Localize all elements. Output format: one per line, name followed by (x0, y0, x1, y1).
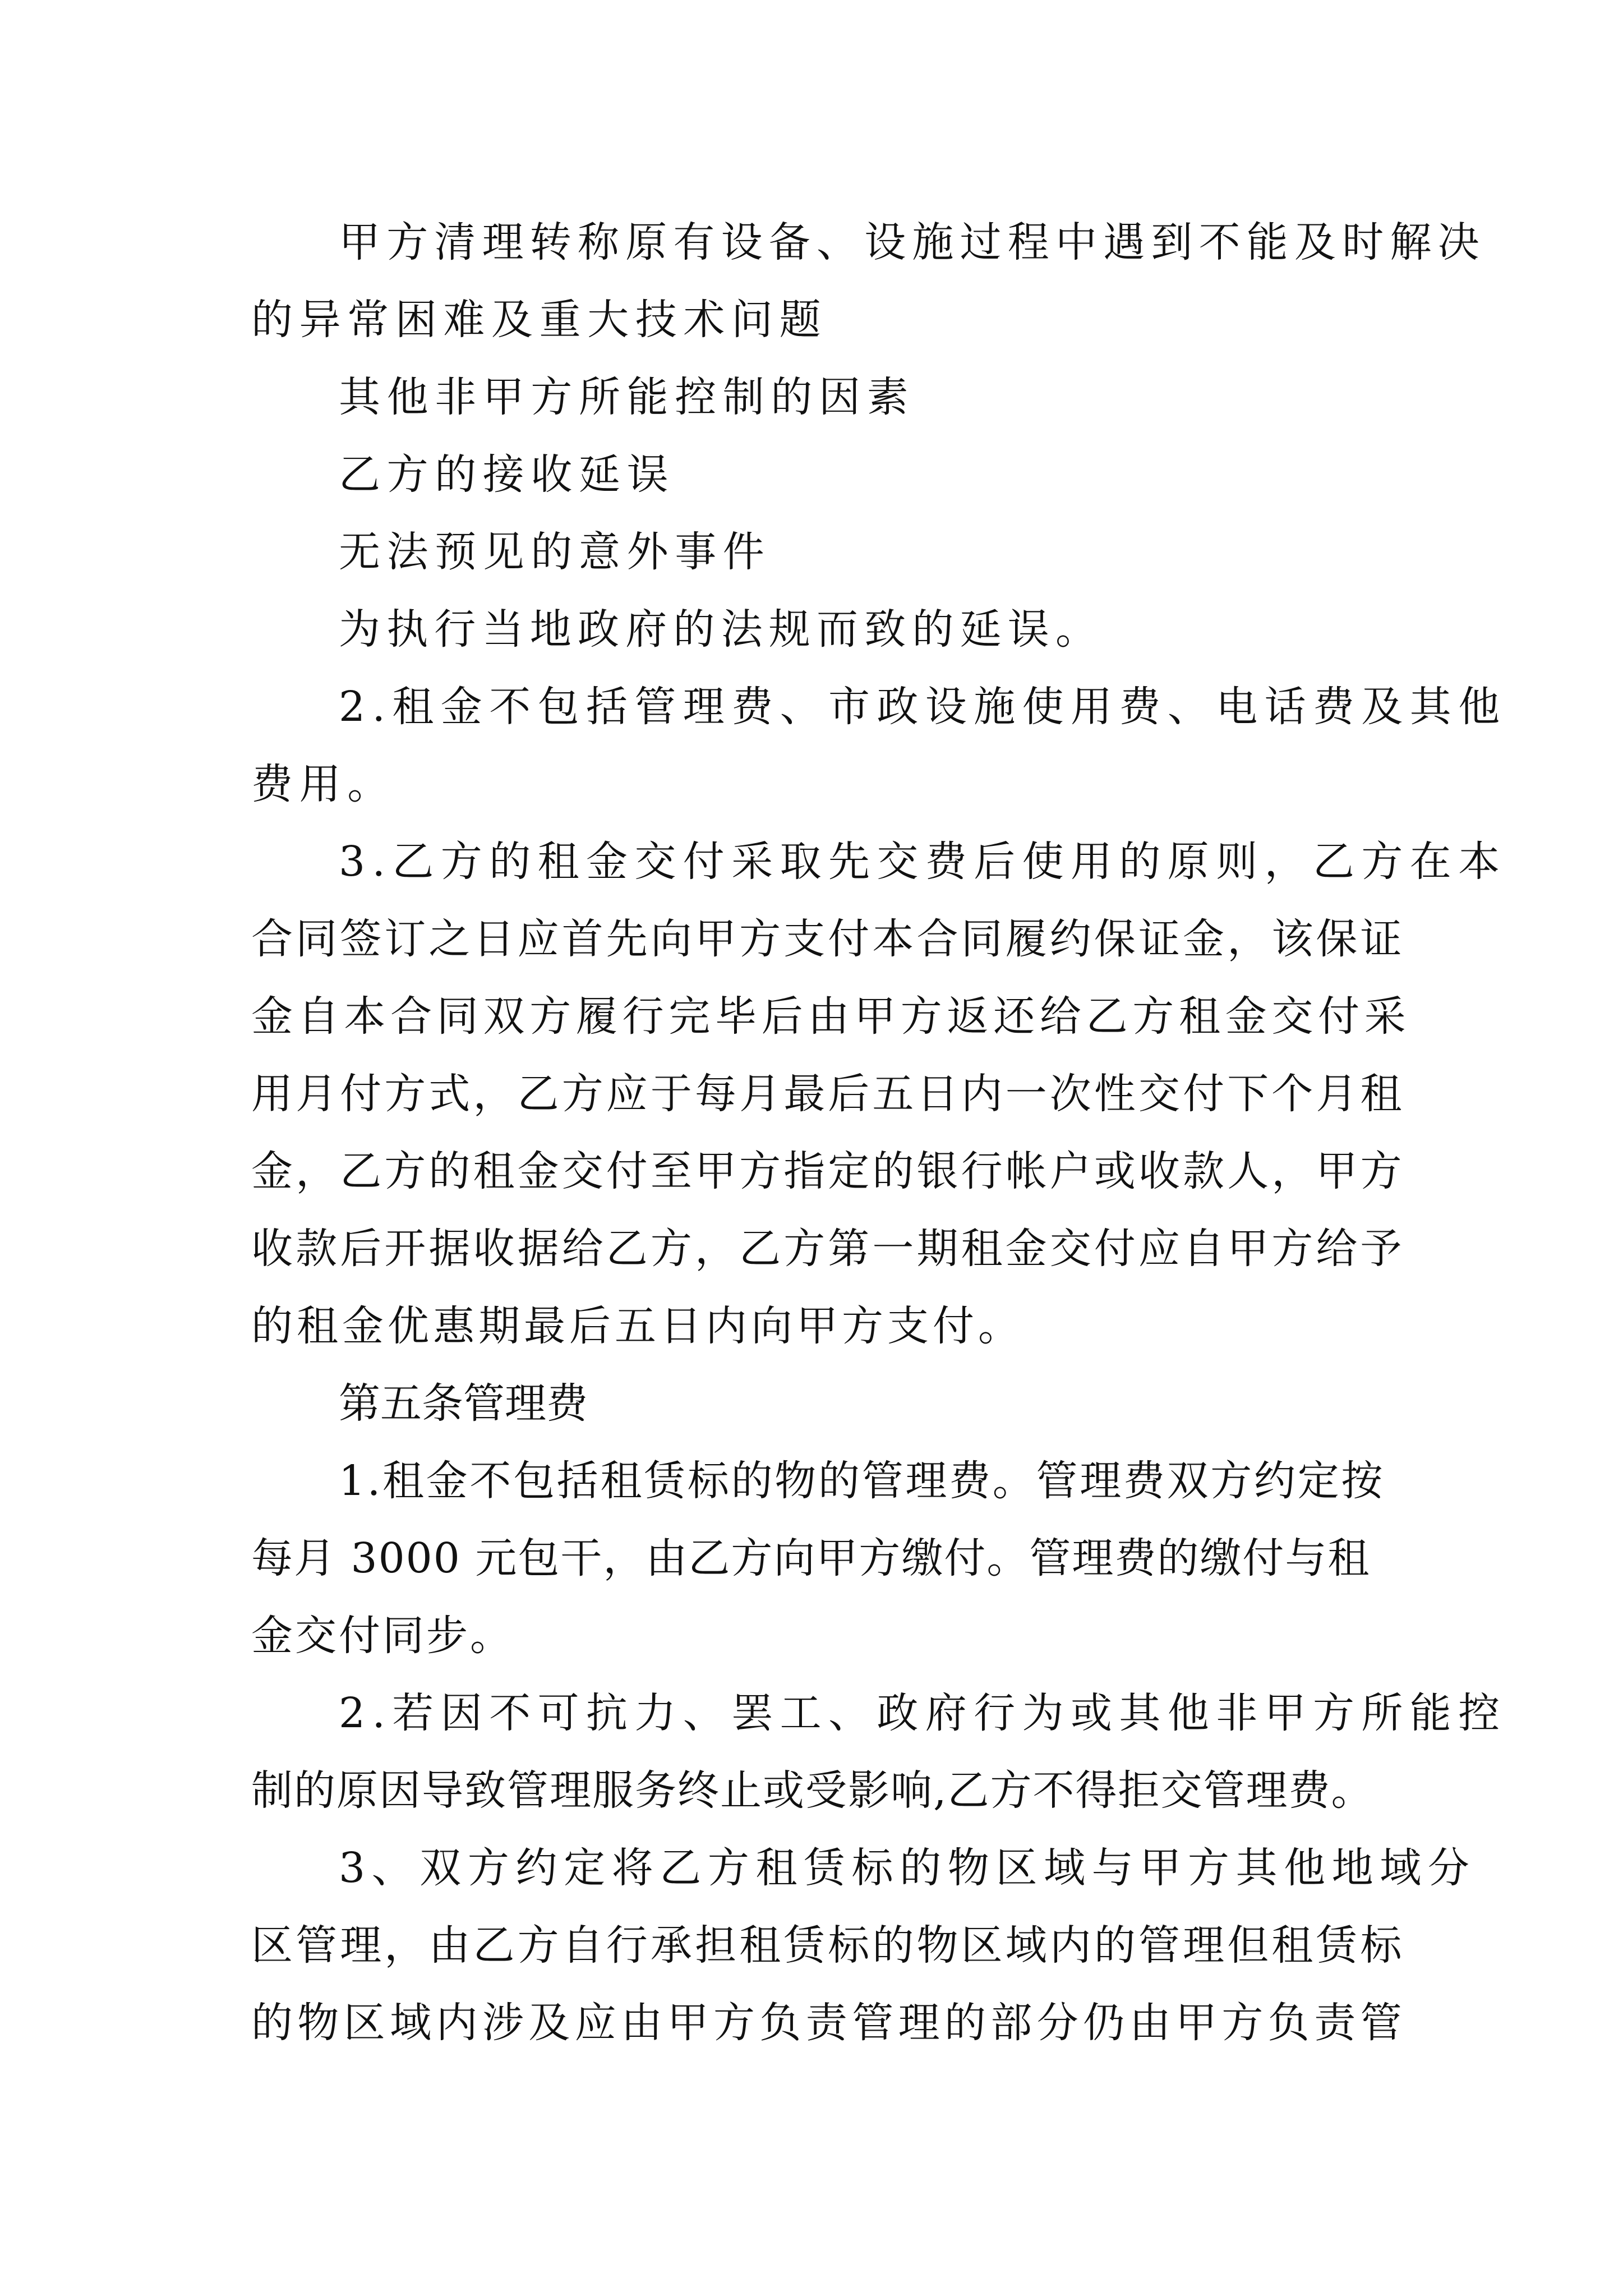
text-line: 2.若因不可抗力、罢工、政府行为或其他非甲方所能控 (339, 1689, 1507, 1737)
text-line: 的租金优惠期最后五日内向甲方支付。 (251, 1302, 1023, 1350)
text-line: 金，乙方的租金交付至甲方指定的银行帐户或收款人，甲方 (251, 1147, 1405, 1195)
text-line: 2.租金不包括管理费、市政设施使用费、电话费及其他 (339, 683, 1507, 731)
text-line: 每月 3000 元包干，由乙方向甲方缴付。管理费的缴付与租 (251, 1534, 1371, 1582)
section-heading: 第五条管理费 (339, 1379, 588, 1428)
text-line: 无法预见的意外事件 (339, 528, 771, 576)
text-line: 为执行当地政府的法规而致的延误。 (339, 605, 1104, 654)
text-line: 其他非甲方所能控制的因素 (339, 373, 915, 421)
text-line: 金自本合同双方履行完毕后由甲方返还给乙方租金交付采 (251, 992, 1411, 1041)
text-line: 费用。 (251, 760, 395, 808)
text-line: 收款后开据收据给乙方，乙方第一期租金交付应自甲方给予 (251, 1225, 1405, 1273)
text-line: 3.乙方的租金交付采取先交费后使用的原则，乙方在本 (339, 838, 1507, 886)
text-line: 3、双方约定将乙方租赁标的物区域与甲方其他地域分 (339, 1844, 1476, 1892)
text-line: 甲方清理转称原有设备、设施过程中遇到不能及时解决 (339, 218, 1486, 266)
text-line: 用月付方式，乙方应于每月最后五日内一次性交付下个月租 (251, 1070, 1405, 1118)
text-line: 的异常困难及重大技术问题 (251, 296, 828, 344)
text-line: 金交付同步。 (251, 1612, 514, 1660)
text-line: 乙方的接收延误 (339, 450, 675, 499)
text-line: 1.租金不包括租赁标的物的管理费。管理费双方约定按 (339, 1457, 1385, 1505)
text-line: 制的原因导致管理服务终止或受影响,乙方不得拒交管理费。 (251, 1766, 1374, 1815)
text-line: 区管理，由乙方自行承担租赁标的物区域内的管理但租赁标 (251, 1921, 1405, 1970)
text-line: 的物区域内涉及应由甲方负责管理的部分仍由甲方负责管 (251, 1999, 1407, 2047)
text-line: 合同签订之日应首先向甲方支付本合同履约保证金，该保证 (251, 915, 1405, 963)
